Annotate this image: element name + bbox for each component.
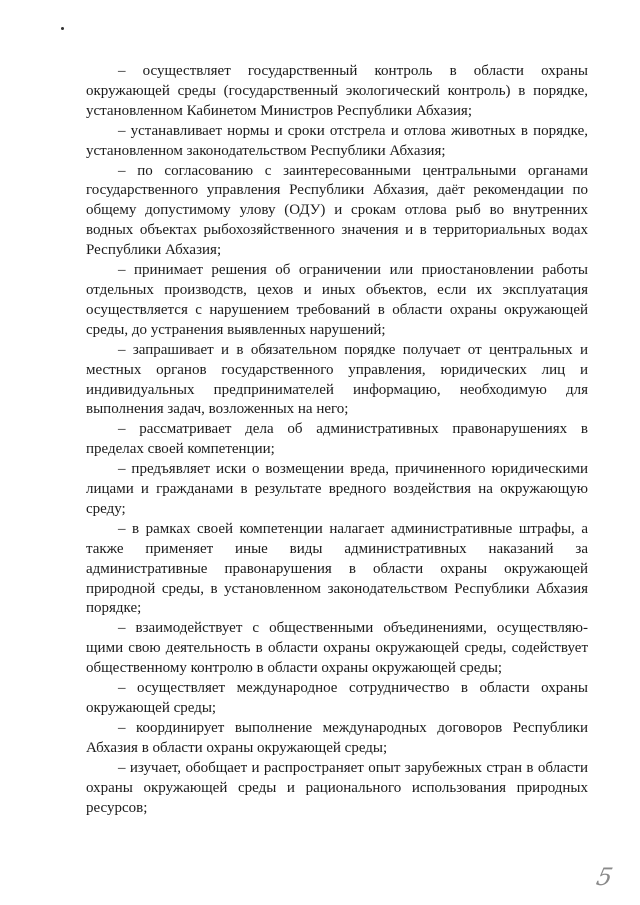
list-item: – по согласованию с заинтересованными центральными органами государственного управления Республики Абхазия, даёт рекомендации по общему допустимому улову (ОДУ) и срокам отлова рыб во внутренних водных объектах рыбохозяйственного значения и в территориальных водах Республики Абхазия; [86, 162, 588, 259]
list-item: – устанавливает нормы и сроки отстрела и отлова животных в порядке, установленном законодательством Республики Абхазия; [86, 122, 588, 159]
list-item: – запрашивает и в обязательном порядке получает от центральных и местных органов государственного управления, юридических лиц и индивидуальных предпринимателей информацию, необходимую для выполнения задач, возложенных на него; [86, 341, 588, 418]
list-item: – принимает решения об ограничении или приостановлении работы отдельных производств, цехов и иных объектов, если их эксплуатация осуществляется с нарушением требований в области охраны окружающей среды, до устранения выявленных нарушений; [86, 262, 588, 338]
list-item: – в рамках своей компетенции налагает административные штрафы, а также применяет иные виды административных наказаний за административные правонарушения в области охраны окружающей природной среды, в установленном законодательством Республики Абхазия порядке; [86, 520, 588, 617]
list-item: – изучает, обобщает и распространяет опыт зарубежных стран в области охраны окружающей среды и рационального использования природных ресурсов; [86, 759, 588, 816]
list-item: – координирует выполнение международных договоров Республики Абхазия в области охраны окружающей среды; [86, 719, 588, 756]
list-item: – осуществляет международное сотрудничество в области охраны окружающей среды; [86, 680, 588, 716]
page-number: 5 [593, 863, 615, 891]
list-item: – предъявляет иски о возмещении вреда, причиненного юридическими лицами и гражданами в результате вредного воздействия на окружающую среду; [86, 461, 588, 517]
list-item: – взаимодействует с общественными объединениями, осуществляю-щими свою деятельность в области охраны окружающей среды, содействует общественному контролю в области охраны окружающей среды; [86, 620, 588, 677]
list-item: – осуществляет государственный контроль в области охраны окружающей среды (государственный экологический контроль) в порядке, установленном Кабинетом Министров Республики Абхазия; [86, 63, 588, 119]
scan-artifact-dot [61, 27, 64, 30]
document-body [86, 62, 588, 818]
list-item: – рассматривает дела об административных правонарушениях в пределах своей компетенции; [86, 421, 588, 458]
